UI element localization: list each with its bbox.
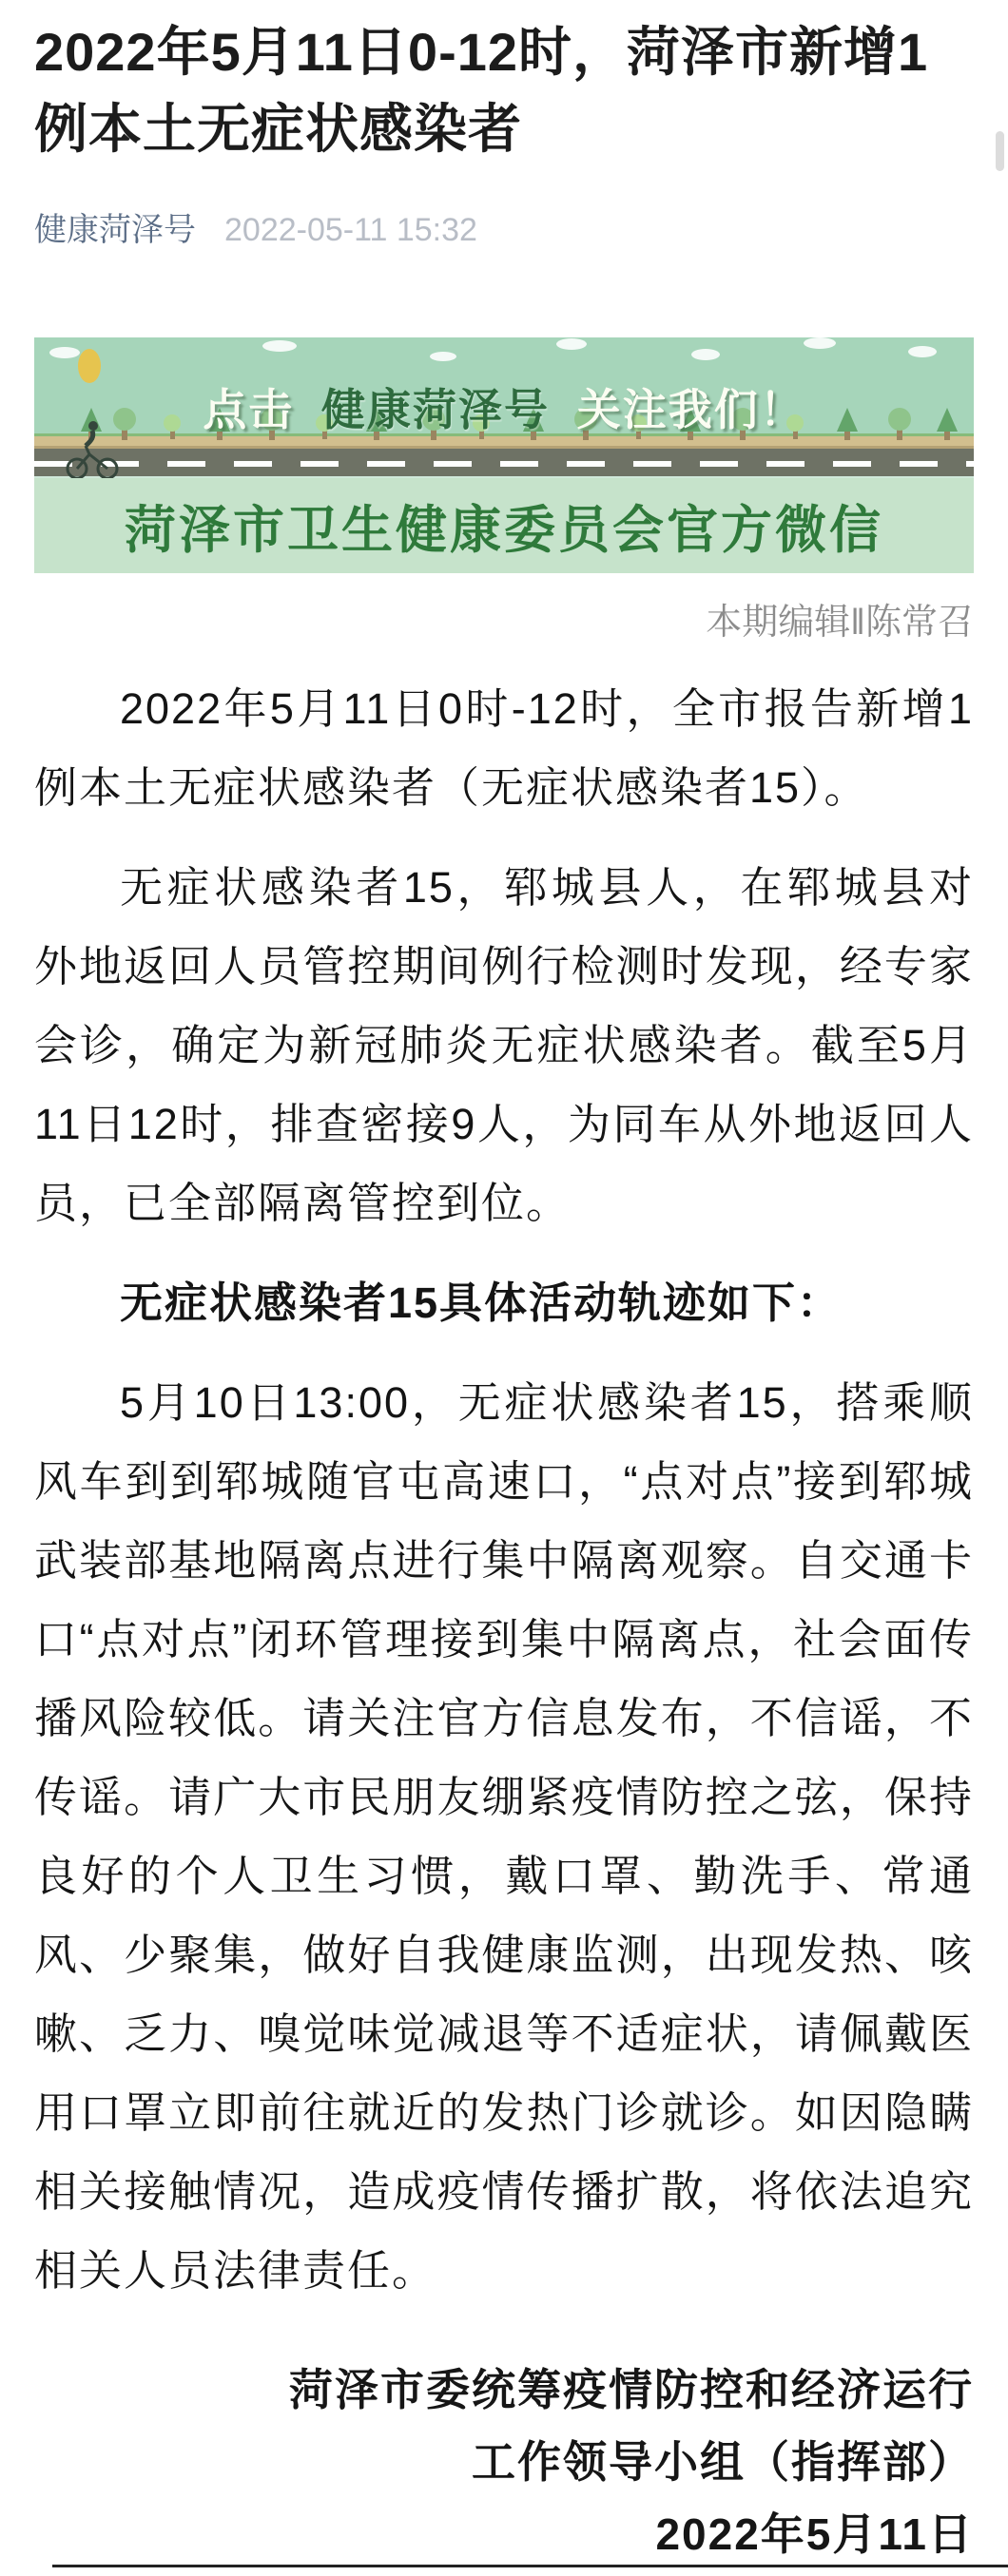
article-body <box>34 669 974 2310</box>
bottom-divider <box>52 2565 1008 2567</box>
article-meta <box>34 203 974 250</box>
paragraph: 2022年5月11日0时-12时，全市报告新增1例本土无症状感染者（无症状感染者15）。 <box>34 684 974 813</box>
signature-date: 2022年5月11日 <box>655 2509 974 2560</box>
section-heading: 无症状感染者15具体活动轨迹如下： <box>120 1278 843 1328</box>
banner-scene <box>34 337 974 478</box>
paragraph: 5月10日13:00，无症状感染者15，搭乘顺风车到到郓城随官屯高速口，“点对点”接到郓城武装部基地隔离点进行集中隔离观察。自交通卡口“点对点”闭环管理接到集中隔离点，社会面传播风险较低。请关注官方信息发布，不信谣，不传谣。请广大市民朋友绷紧疫情防控之弦，保持良好的个人卫生习惯，戴口罩、勤洗手、常通风、少聚集，做好自我健康监测，出现发热、咳嗽、乏力、嗅觉味觉减退等不适症状，请佩戴医用口罩立即前往就近的发热门诊就诊。如因隐瞒相关接触情况，造成疫情传播扩散，将依法追究相关人员法律责任。 <box>34 1378 974 2296</box>
signature-line: 菏泽市委统筹疫情防控和经济运行 <box>289 2365 974 2415</box>
editor-note: 本期编辑‖陈常召 <box>706 603 974 644</box>
scrollbar-thumb[interactable] <box>996 131 1004 171</box>
banner-slogan <box>34 375 974 438</box>
promo-banner-image[interactable] <box>34 337 974 573</box>
page-title: 2022年5月11日0-12时，菏泽市新增1例本土无症状感染者 <box>34 22 929 160</box>
signature-line: 工作领导小组（指挥部） <box>472 2437 974 2488</box>
banner-strip <box>34 478 974 573</box>
paragraph: 无症状感染者15，郓城县人，在郓城县对外地返回人员管控期间例行检测时发现，经专家会诊，确定为新冠肺炎无症状感染者。截至5月11日12时，排查密接9人，为同车从外地返回人员，已全部隔离管控到位。 <box>34 863 974 1228</box>
banner-strip-text: 菏泽市卫生健康委员会官方微信 <box>125 501 883 559</box>
banner-account-name: 健康菏泽号 <box>321 385 550 435</box>
banner-click-label: 点击 <box>203 385 295 435</box>
publish-timestamp: 2022-05-11 15:32 <box>224 212 477 249</box>
source-account-link[interactable]: 健康菏泽号 <box>34 212 196 249</box>
signature-block <box>34 2354 974 2570</box>
banner-follow-label: 关注我们！ <box>576 385 805 435</box>
